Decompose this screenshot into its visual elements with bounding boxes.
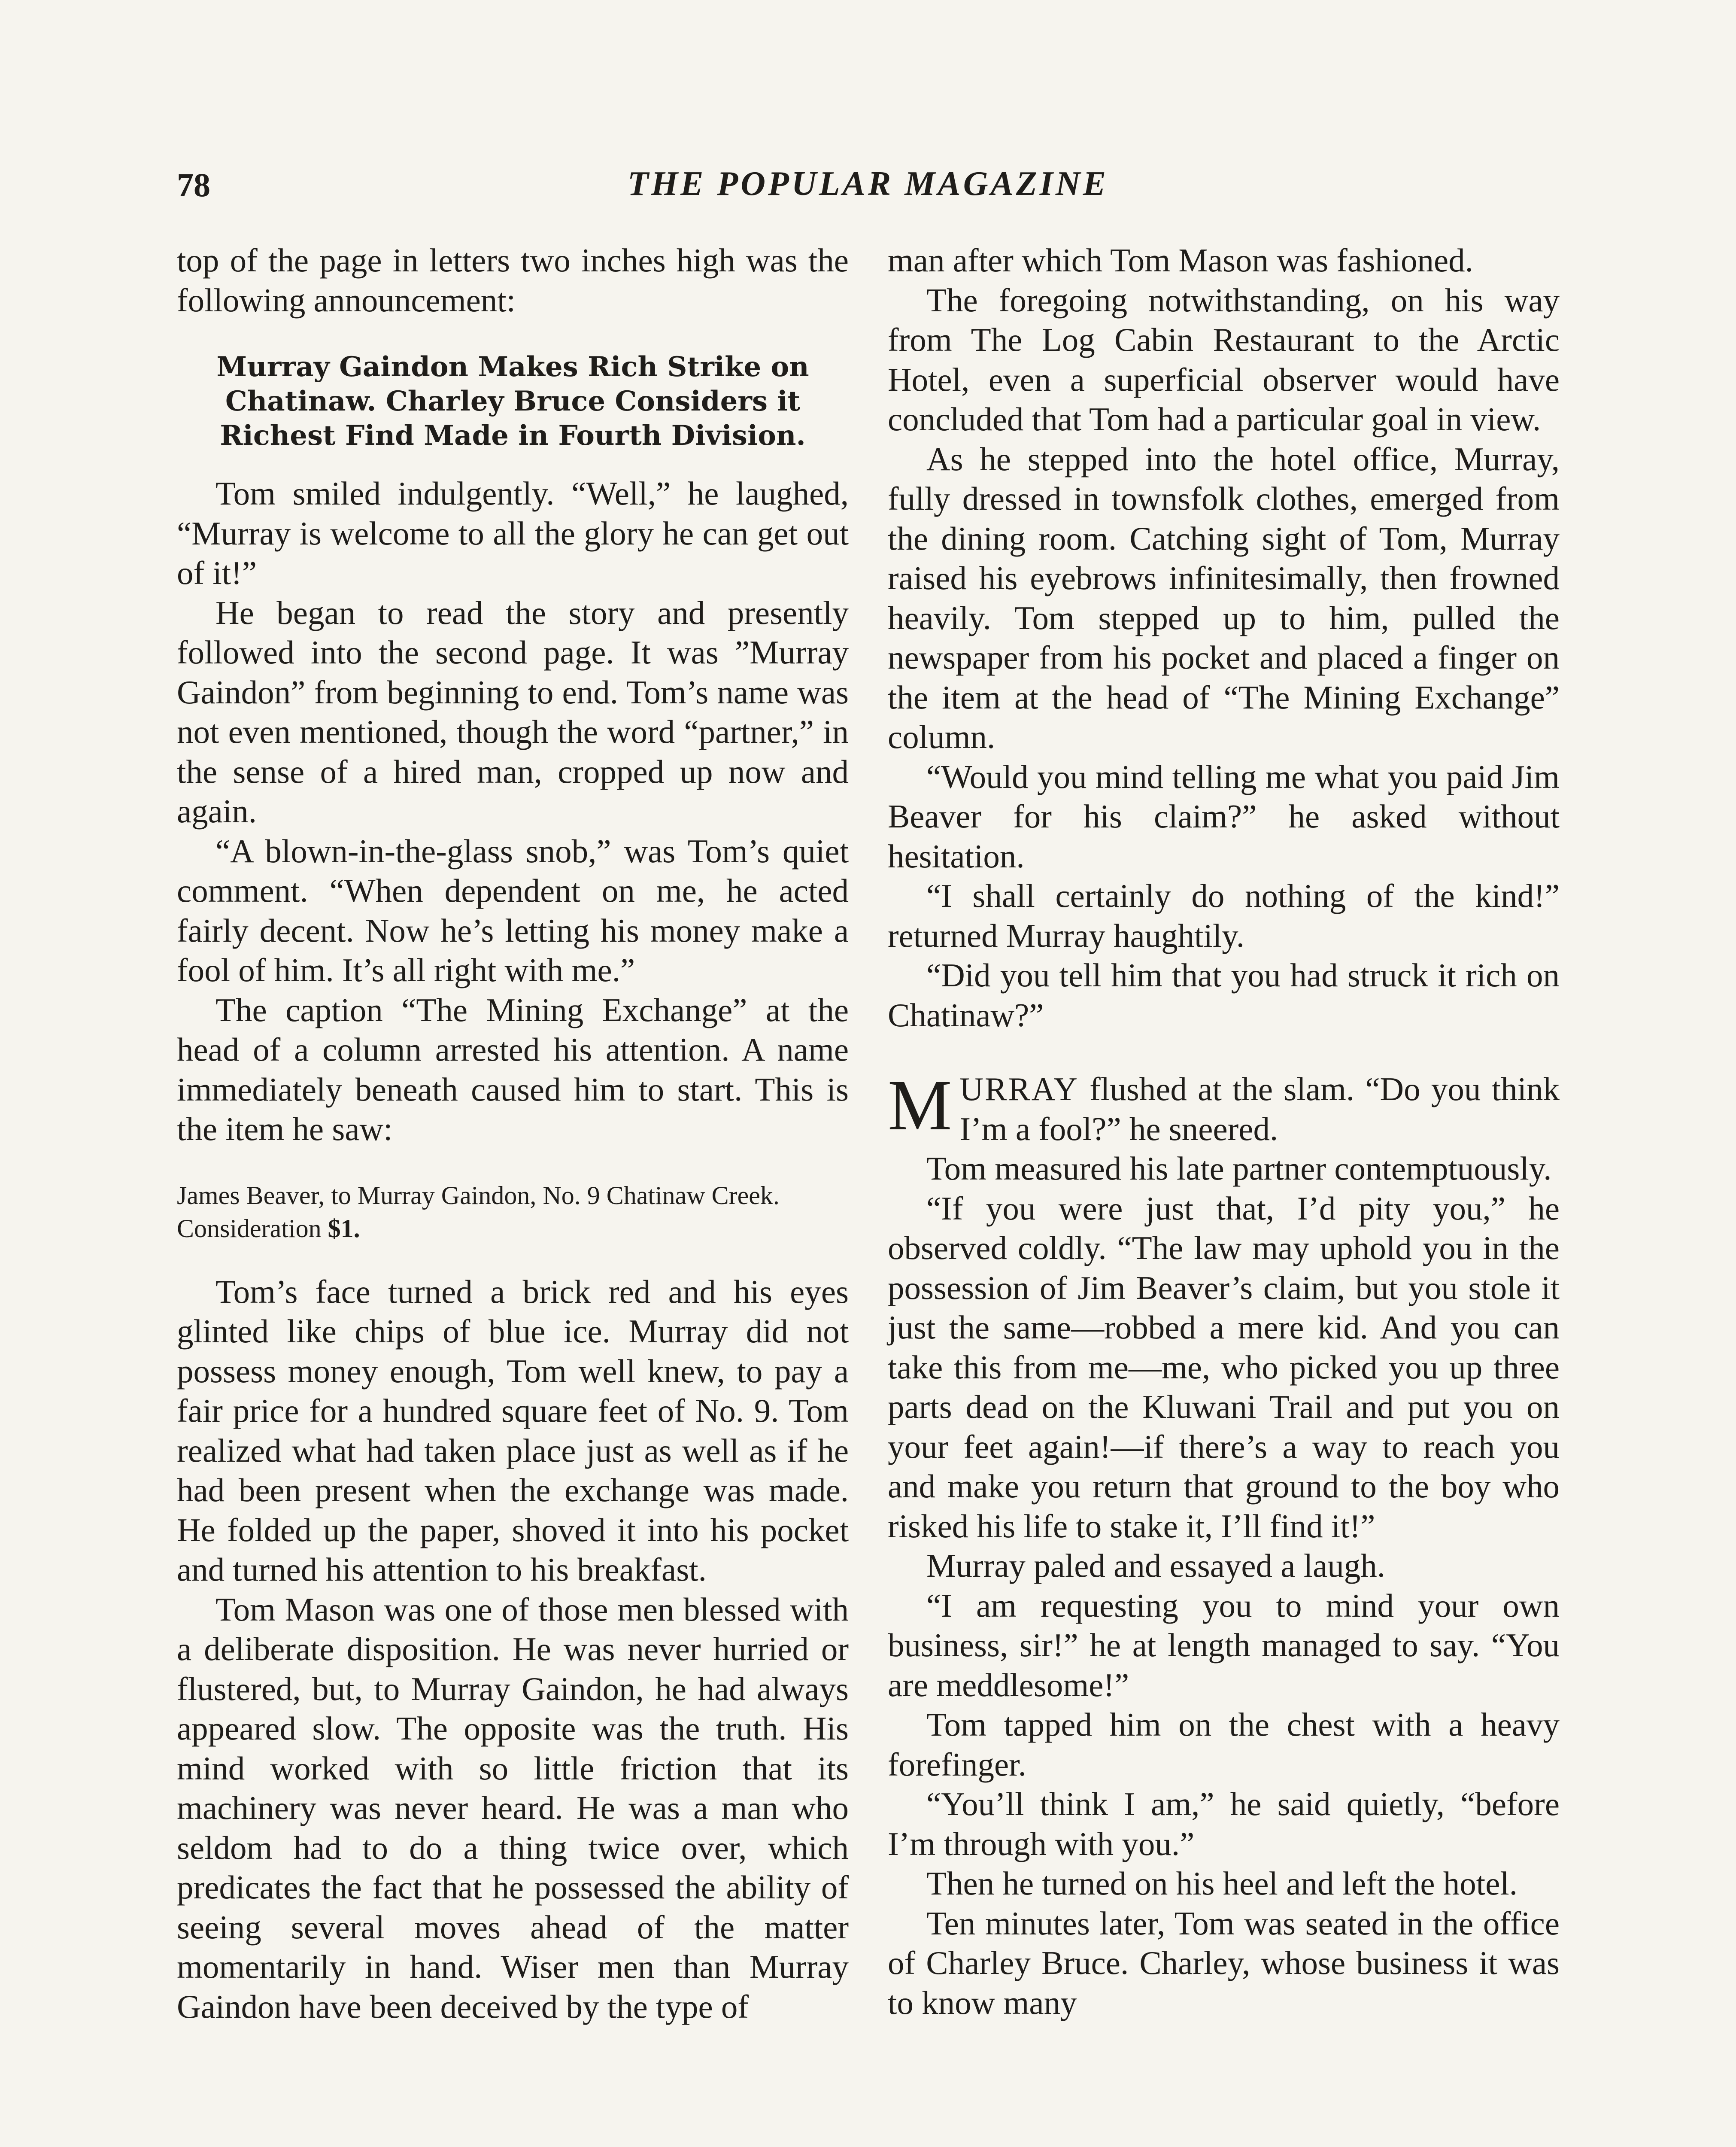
paragraph: “If you were just that, I’d pity you,” he observed coldly. “The law may uphold you in the possession of Jim Beaver’s claim, but you stole it just the same—robbed a mere kid. And you can take this from me—me, who picked you up three parts dead on the Kluwani Trail and put you on your feet again!—if there’s a way to reach you and make you return that ground to the boy who risked his life to stake it, I’ll find it!” — [888, 1189, 1560, 1545]
newspaper-headline: Murray Gaindon Makes Rich Strike on Chatinaw. Charley Bruce Considers it Richest Find Made in Fourth Division. — [216, 351, 809, 452]
mining-exchange-item — [177, 1179, 849, 1245]
paragraph: He began to read the story and presently followed into the second page. It was ”Murray Gaindon” from beginning to end. Tom’s name was not even mentioned, though the word “partner,” in the sense of a hired man, cropped up now and again. — [177, 594, 849, 830]
drop-cap: M — [888, 1065, 952, 1145]
paragraph: The foregoing notwithstanding, on his way from The Log Cabin Restaurant to the Arctic Hotel, even a superficial observer would have concluded that Tom had a particular goal in view. — [888, 281, 1560, 438]
paragraph: top of the page in letters two inches high was the following announcement: — [177, 242, 849, 319]
paragraph: As he stepped into the hotel office, Murray, fully dressed in townsfolk clothes, emerged from the dining room. Catching sight of Tom, Murray raised his eyebrows infinitesimally, then frowned heavily. Tom stepped up to him, pulled the newspaper from his pocket and placed a finger on the item at the head of “The Mining Exchange” column. — [888, 440, 1560, 755]
right-column — [888, 240, 1560, 2022]
paragraph: “I shall certainly do nothing of the kind!” returned Murray haughtily. — [888, 877, 1560, 954]
paragraph: Tom’s face turned a brick red and his eyes glinted like chips of blue ice. Murray did not possess money enough, Tom well knew, to pay a fair price for a hundred square feet of No. 9. Tom realized what had taken place just as well as if he had been present when the exchange was made. He folded up the paper, shoved it into his pocket and turned his attention to his breakfast. — [177, 1273, 849, 1588]
paragraph: Tom measured his late partner contemptuously. — [926, 1150, 1552, 1187]
paragraph: “Did you tell him that you had struck it rich on Chatinaw?” — [888, 957, 1560, 1034]
paragraph: Then he turned on his heel and left the hotel. — [926, 1865, 1518, 1902]
paragraph: The caption “The Mining Exchange” at the head of a column arrested his attention. A name immediately beneath caused him to start. This is the item he saw: — [177, 991, 849, 1147]
paragraph: Murray paled and essayed a laugh. — [926, 1547, 1386, 1584]
paragraph: “You’ll think I am,” he said quietly, “before I’m through with you.” — [888, 1785, 1560, 1862]
paragraph: Tom tapped him on the chest with a heavy forefinger. — [888, 1706, 1560, 1783]
paragraph-text: flushed at the slam. “Do you think I’m a fool?” he sneered. — [959, 1070, 1560, 1147]
paragraph: Tom smiled indulgently. “Well,” he laughed, “Murray is welcome to all the glory he can get out of it!” — [177, 475, 849, 591]
paragraph: “A blown-in-the-glass snob,” was Tom’s quiet comment. “When dependent on me, he acted fairly decent. Now he’s letting his money make a fool of him. It’s all right with me.” — [177, 832, 849, 988]
paragraph: Ten minutes later, Tom was seated in the office of Charley Bruce. Charley, whose business it was to know many — [888, 1904, 1560, 2021]
page-number: 78 — [177, 166, 210, 204]
paragraph: Tom Mason was one of those men blessed with a deliberate disposition. He was never hurried or flustered, but, to Murray Gaindon, he had always appeared slow. The opposite was the truth. His mind worked with so little friction that its machinery was never heard. He was a man who seldom had to do a thing twice over, which predicates the fact that he possessed the ability of seeing several moves ahead of the matter momentarily in hand. Wiser men than Murray Gaindon have been deceived by the type of — [177, 1590, 849, 2025]
paragraph: “Would you mind telling me what you paid Jim Beaver for his claim?” he asked without hesitation. — [888, 758, 1560, 875]
running-head: THE POPULAR MAGAZINE — [627, 165, 1109, 203]
item-text: James Beaver, to Murray Gaindon, No. 9 Chatinaw Creek. Consideration — [177, 1181, 780, 1243]
left-column — [177, 240, 849, 2026]
paragraph: man after which Tom Mason was fashioned. — [888, 242, 1473, 279]
small-caps-word: URRAY — [959, 1070, 1079, 1107]
item-amount: $1. — [328, 1214, 360, 1243]
section-start-paragraph — [888, 1065, 1560, 1149]
paragraph: “I am requesting you to mind your own business, sir!” he at length managed to say. “You are meddlesome!” — [888, 1587, 1560, 1703]
